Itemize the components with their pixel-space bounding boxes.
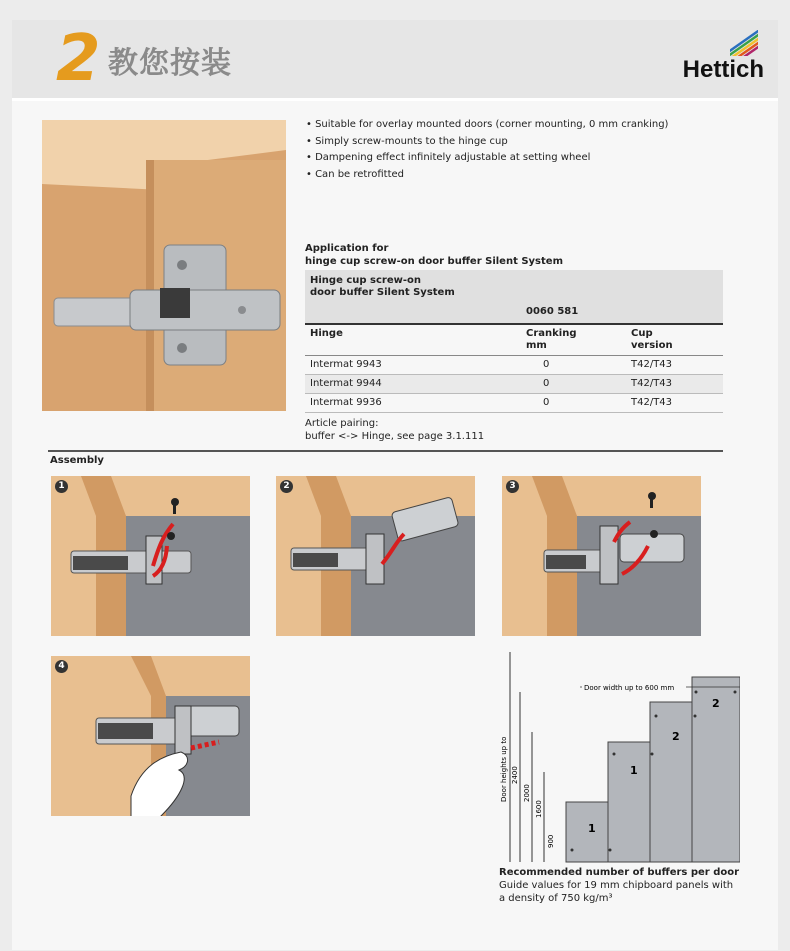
application-title bbox=[305, 242, 563, 268]
table-row bbox=[305, 356, 723, 375]
page-title: 教您按装 bbox=[108, 46, 232, 81]
application-line: hinge cup screw-on door buffer Silent System bbox=[305, 256, 563, 267]
assembly-step-3 bbox=[502, 476, 701, 636]
brand-name: Hettich bbox=[682, 56, 764, 83]
product-name: door buffer Silent System bbox=[310, 287, 455, 298]
table-row bbox=[305, 375, 723, 394]
height-tick: 1600 bbox=[535, 800, 543, 818]
cell-cup: T42/T43 bbox=[631, 397, 673, 408]
application-line: Application for bbox=[305, 243, 389, 254]
buffer-count: 1 bbox=[588, 822, 596, 835]
pairing-line: buffer <-> Hinge, see page 3.1.111 bbox=[305, 431, 485, 442]
article-number: 0060 581 bbox=[526, 306, 579, 317]
door-width-label: Door width up to 600 mm bbox=[584, 684, 675, 692]
feature-item: • Dampening effect infinitely adjustable at setting wheel bbox=[306, 152, 591, 163]
table-product-header bbox=[305, 270, 723, 323]
height-tick: 2000 bbox=[523, 784, 531, 802]
cell-cup: T42/T43 bbox=[631, 378, 673, 389]
cell-cranking: 0 bbox=[543, 359, 550, 370]
col-cup-line2: version bbox=[631, 340, 673, 351]
table-column-headers bbox=[305, 323, 723, 356]
feature-item: • Suitable for overlay mounted doors (corner mounting, 0 mm cranking) bbox=[306, 119, 669, 130]
buffer-count: 2 bbox=[712, 697, 720, 710]
col-hinge: Hinge bbox=[310, 328, 343, 339]
cell-hinge: Intermat 9943 bbox=[310, 359, 382, 370]
buffer-count: 1 bbox=[630, 764, 638, 777]
feature-item: • Can be retrofitted bbox=[306, 168, 404, 180]
header-bar bbox=[12, 20, 778, 101]
step-number: 2 bbox=[56, 22, 101, 96]
hettich-logo-icon bbox=[726, 30, 760, 56]
cell-cranking: 0 bbox=[543, 397, 550, 408]
cell-cup: T42/T43 bbox=[631, 359, 673, 370]
cell-cranking: 0 bbox=[543, 378, 550, 389]
diagram-caption-title: Recommended number of buffers per door bbox=[499, 867, 740, 878]
col-cup bbox=[631, 328, 673, 352]
assembly-step-1 bbox=[51, 476, 250, 636]
table-row bbox=[305, 394, 723, 413]
feature-item: • Simply screw-mounts to the hinge cup bbox=[306, 135, 508, 147]
product-photo bbox=[42, 120, 286, 411]
col-cranking-line1: Cranking bbox=[526, 328, 577, 339]
col-cup-line1: Cup bbox=[631, 328, 653, 339]
buffer-quantity-diagram bbox=[500, 652, 740, 867]
product-name: Hinge cup screw-on bbox=[310, 275, 421, 286]
compatibility-table bbox=[305, 270, 723, 413]
col-cranking bbox=[526, 328, 577, 352]
diagram-caption-line: a density of 750 kg/m³ bbox=[499, 893, 613, 904]
step-badge: 3 bbox=[506, 480, 519, 493]
diagram-caption bbox=[499, 866, 739, 905]
article-pairing bbox=[305, 417, 484, 443]
step-badge: 1 bbox=[55, 480, 68, 493]
assembly-step-4 bbox=[51, 656, 250, 816]
assembly-divider bbox=[48, 450, 723, 452]
cell-hinge: Intermat 9944 bbox=[310, 378, 382, 389]
height-tick: 2400 bbox=[511, 766, 519, 784]
cell-hinge: Intermat 9936 bbox=[310, 397, 382, 408]
assembly-heading: Assembly bbox=[50, 455, 104, 466]
col-cranking-line2: mm bbox=[526, 340, 547, 351]
pairing-line: Article pairing: bbox=[305, 418, 379, 429]
height-tick: 900 bbox=[547, 834, 555, 848]
buffer-count: 2 bbox=[672, 730, 680, 743]
diagram-caption-line: Guide values for 19 mm chipboard panels with bbox=[499, 880, 734, 891]
assembly-step-2 bbox=[276, 476, 475, 636]
page bbox=[12, 20, 778, 950]
step-badge: 4 bbox=[55, 660, 68, 673]
height-axis-label: Door heights up to bbox=[500, 736, 508, 802]
feature-list bbox=[306, 117, 668, 183]
step-badge: 2 bbox=[280, 480, 293, 493]
